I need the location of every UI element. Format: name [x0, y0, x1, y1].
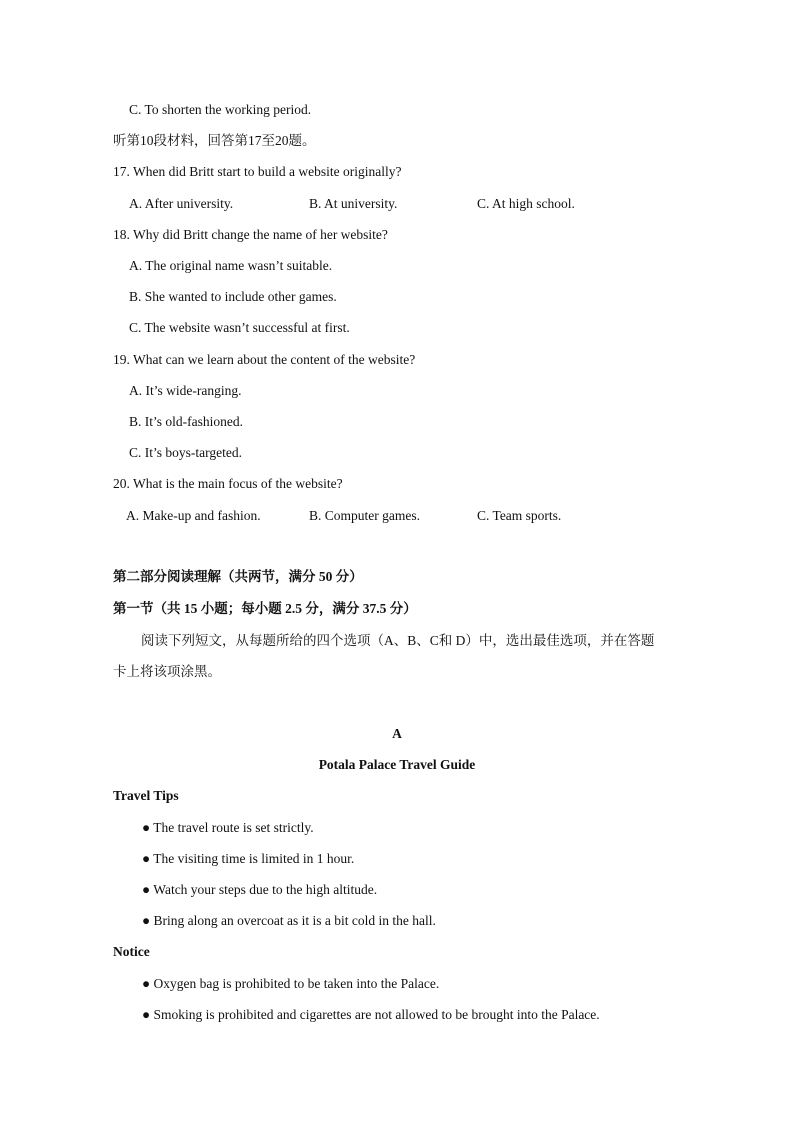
q19-question: 19. What can we learn about the content of the website? [113, 352, 416, 367]
q18-option-c: C. The website wasn’t successful at first. [129, 320, 350, 335]
notice-item: ● Oxygen bag is prohibited to be taken into the Palace. [142, 976, 440, 991]
q20-option-c: C. Team sports. [477, 508, 562, 523]
q17-option-b: B. At university. [309, 196, 398, 211]
q19-option-c: C. It’s boys-targeted. [129, 445, 242, 460]
instruction-line-2: 卡上将该项涂黑。 [113, 664, 221, 679]
q18-option-b: B. She wanted to include other games. [129, 289, 337, 304]
tip-item: ● The travel route is set strictly. [142, 820, 314, 835]
q16-option-c: C. To shorten the working period. [129, 102, 312, 117]
passage10-intro: 听第10段材料，回答第17至20题。 [113, 133, 316, 148]
q18-question: 18. Why did Britt change the name of her website? [113, 227, 388, 242]
tip-item: ● Watch your steps due to the high altitude. [142, 882, 378, 897]
q19-option-b: B. It’s old-fashioned. [129, 414, 243, 429]
q20-question: 20. What is the main focus of the website? [113, 476, 343, 491]
tips-heading: Travel Tips [113, 788, 179, 803]
q17-option-a: A. After university. [129, 196, 234, 211]
q19-option-a: A. It’s wide-ranging. [129, 383, 242, 398]
notice-heading: Notice [113, 944, 150, 959]
q20-option-a: A. Make-up and fashion. [126, 508, 261, 523]
notice-item: ● Smoking is prohibited and cigarettes are not allowed to be brought into the Palace. [142, 1007, 600, 1022]
part2-heading: 第二部分阅读理解（共两节，满分 50 分） [113, 569, 363, 584]
instruction-line-1: 阅读下列短文，从每题所给的四个选项（A、B、C和 D）中，选出最佳选项，并在答题 [141, 633, 655, 648]
passage-title: Potala Palace Travel Guide [318, 757, 476, 772]
tip-item: ● The visiting time is limited in 1 hour. [142, 851, 355, 866]
q20-option-b: B. Computer games. [309, 508, 420, 523]
section1-heading: 第一节（共 15 小题；每小题 2.5 分，满分 37.5 分） [113, 601, 417, 616]
tip-item: ● Bring along an overcoat as it is a bit cold in the hall. [142, 913, 436, 928]
q18-option-a: A. The original name wasn’t suitable. [129, 258, 333, 273]
q17-option-c: C. At high school. [477, 196, 575, 211]
q17-question: 17. When did Britt start to build a website originally? [113, 164, 402, 179]
passage-label: A [392, 726, 402, 741]
